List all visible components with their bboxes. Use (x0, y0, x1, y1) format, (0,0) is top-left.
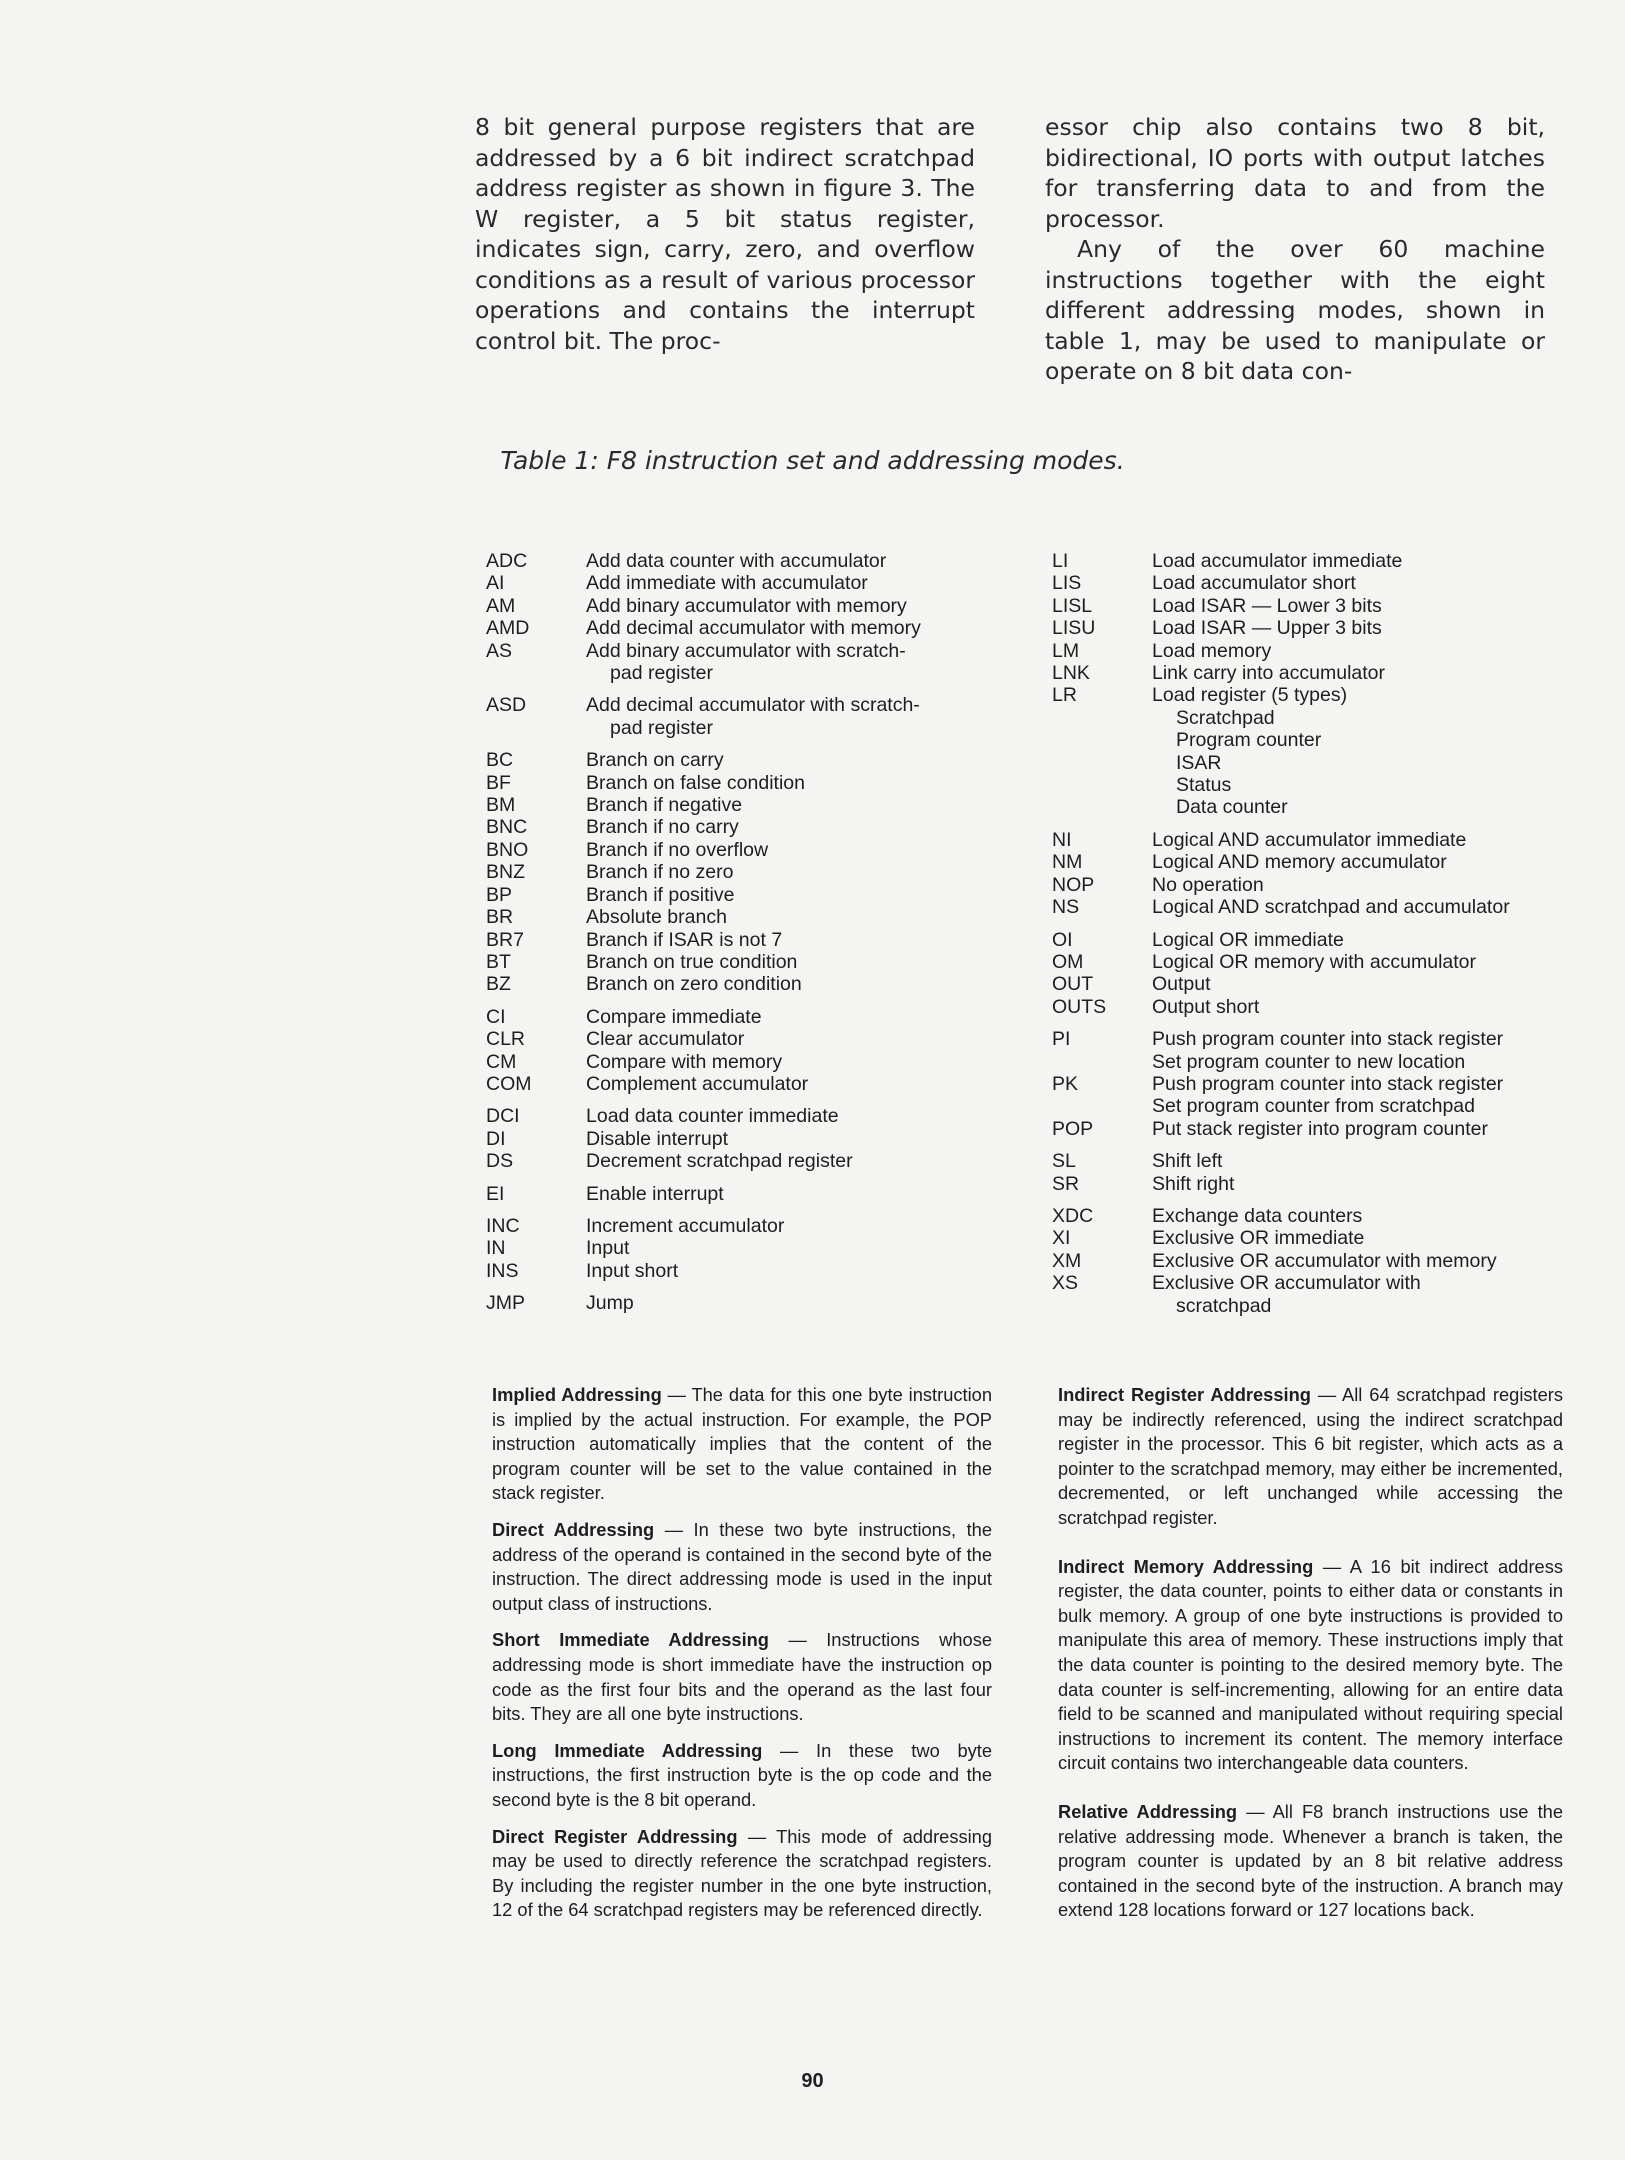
instruction-description: Logical AND accumulator immediate (1152, 828, 1467, 851)
instruction-row (1052, 929, 1592, 951)
instruction-description: Load ISAR — Lower 3 bits (1152, 594, 1382, 617)
instruction-description: Logical OR memory with accumulator (1152, 950, 1477, 973)
instruction-description: Branch if no carry (586, 816, 739, 839)
instruction-mnemonic: BZ (486, 973, 511, 996)
instruction-mnemonic: ADC (486, 550, 528, 572)
instruction-row (486, 839, 1006, 861)
instruction-row (1052, 1073, 1592, 1095)
instruction-row (486, 572, 1006, 594)
instruction-row (1052, 729, 1592, 751)
instruction-description: Program counter (1176, 729, 1322, 752)
instruction-description: No operation (1152, 873, 1264, 896)
instruction-description: ISAR (1176, 751, 1222, 774)
instruction-mnemonic: SL (1052, 1150, 1076, 1173)
instruction-mnemonic: POP (1052, 1117, 1094, 1140)
instruction-row (486, 906, 1006, 928)
addressing-mode-paragraph (492, 1383, 992, 1506)
instruction-mnemonic: BP (486, 883, 513, 906)
instruction-mnemonic: INC (486, 1214, 520, 1237)
addressing-mode-text: — In these two byte instructions, the first instruction byte is the op code and the second byte is the 8 bit operand. (492, 1739, 992, 1810)
instruction-row (1052, 1227, 1592, 1249)
addressing-modes-left (492, 1383, 992, 1935)
instruction-mnemonic: LIS (1052, 572, 1082, 595)
addressing-mode-text: — This mode of addressing may be used to directly reference the scratchpad registers. By including the register number in the one byte instruction, 12 of the 64 scratchpad registers may be referenced directly. (492, 1825, 992, 1921)
instruction-row (1052, 572, 1592, 594)
instruction-description: Enable interrupt (586, 1182, 724, 1205)
instruction-row (486, 1183, 1006, 1205)
instruction-description: Load ISAR — Upper 3 bits (1152, 617, 1382, 640)
instruction-description: Add decimal accumulator with scratch- (586, 694, 920, 717)
addressing-mode-heading: Short Immediate Addressing (492, 1629, 769, 1651)
instruction-description: Exclusive OR accumulator with memory (1152, 1249, 1497, 1272)
instruction-row (1052, 1051, 1592, 1073)
instruction-row (486, 772, 1006, 794)
instruction-description: Add immediate with accumulator (586, 572, 868, 595)
instruction-row (486, 929, 1006, 951)
instruction-row (486, 662, 1006, 684)
instruction-row (486, 717, 1006, 739)
instruction-description: Logical AND scratchpad and accumulator (1152, 896, 1510, 919)
instruction-row (1052, 1173, 1592, 1195)
intro-left-column (475, 112, 975, 356)
addressing-mode-heading: Long Immediate Addressing (492, 1739, 763, 1761)
addressing-mode-heading: Indirect Memory Addressing (1058, 1555, 1314, 1577)
instruction-description: Load accumulator immediate (1152, 550, 1403, 572)
instruction-mnemonic (1052, 707, 1152, 729)
instruction-mnemonic (1052, 1295, 1152, 1317)
instruction-mnemonic: AMD (486, 617, 530, 640)
addressing-mode-heading: Relative Addressing (1058, 1800, 1238, 1822)
instruction-row (1052, 1250, 1592, 1272)
instruction-description: Input (586, 1237, 630, 1260)
instruction-description: Push program counter into stack register (1152, 1072, 1504, 1095)
instruction-row (1052, 996, 1592, 1018)
instruction-mnemonic: NI (1052, 828, 1072, 851)
instruction-mnemonic (1052, 752, 1152, 774)
instruction-description: pad register (610, 716, 713, 739)
instruction-mnemonic: OI (1052, 928, 1073, 951)
instruction-row (1052, 774, 1592, 796)
addressing-mode-heading: Indirect Register Addressing (1058, 1384, 1311, 1405)
instruction-description: Exclusive OR accumulator with (1152, 1272, 1421, 1295)
instruction-description: Disable interrupt (586, 1127, 728, 1150)
instruction-description: Absolute branch (586, 906, 727, 929)
instruction-mnemonic: PI (1052, 1028, 1071, 1051)
addressing-mode-paragraph (492, 1518, 992, 1616)
instruction-row (486, 640, 1006, 662)
instruction-row (486, 1215, 1006, 1237)
page-number: 90 (801, 2070, 824, 2092)
instruction-description: Add data counter with accumulator (586, 550, 887, 572)
instruction-row (486, 1292, 1006, 1314)
instruction-description: Exclusive OR immediate (1152, 1227, 1365, 1250)
instruction-mnemonic: OM (1052, 950, 1084, 973)
instruction-description: Branch on false condition (586, 771, 805, 794)
instruction-row (1052, 1295, 1592, 1317)
instruction-description: Logical AND memory accumulator (1152, 851, 1447, 874)
instruction-mnemonic: AI (486, 572, 505, 595)
instruction-row (486, 694, 1006, 716)
instruction-row (1052, 550, 1592, 572)
instruction-row (1052, 595, 1592, 617)
instruction-description: Add binary accumulator with memory (586, 594, 907, 617)
addressing-mode-text: — Instructions whose addressing mode is short immediate have the instruction op code as the first four bits and the operand as the last four bits. They are all one byte instructions. (492, 1629, 992, 1725)
instruction-mnemonic: LM (1052, 639, 1080, 662)
instruction-row (486, 1237, 1006, 1259)
instruction-description: Clear accumulator (586, 1028, 745, 1051)
instruction-description: Branch if ISAR is not 7 (586, 928, 783, 951)
instruction-description: Shift right (1152, 1172, 1235, 1195)
instruction-mnemonic: AS (486, 639, 513, 662)
instruction-row (486, 1260, 1006, 1282)
instruction-description: scratchpad (1176, 1294, 1272, 1317)
instruction-row (486, 973, 1006, 995)
addressing-mode-heading: Direct Register Addressing (492, 1825, 738, 1847)
instruction-row (486, 1073, 1006, 1095)
instruction-row (486, 951, 1006, 973)
instruction-mnemonic: SR (1052, 1172, 1080, 1195)
instruction-row (1052, 1205, 1592, 1227)
instruction-mnemonic: BR7 (486, 928, 524, 951)
instruction-mnemonic: DI (486, 1127, 506, 1150)
table-caption: Table 1: F8 instruction set and addressing modes. (500, 446, 1125, 475)
addressing-mode-paragraph (1058, 1555, 1563, 1776)
instruction-row (486, 550, 1006, 572)
addressing-mode-heading: Implied Addressing (492, 1384, 662, 1405)
instruction-mnemonic: BNC (486, 816, 528, 839)
instruction-mnemonic (486, 717, 586, 739)
instruction-mnemonic: XM (1052, 1249, 1082, 1272)
instruction-mnemonic: XDC (1052, 1204, 1094, 1227)
instruction-mnemonic: XI (1052, 1227, 1071, 1250)
instruction-description: Jump (586, 1292, 634, 1315)
instruction-mnemonic: BNZ (486, 861, 525, 884)
instruction-description: Load data counter immediate (586, 1105, 839, 1128)
instruction-description: Branch if no overflow (586, 838, 769, 861)
instruction-description: Input short (586, 1259, 679, 1282)
instruction-description: Logical OR immediate (1152, 928, 1344, 951)
instruction-description: Data counter (1176, 796, 1288, 819)
instruction-row (486, 595, 1006, 617)
instruction-description: Exchange data counters (1152, 1204, 1363, 1227)
instruction-mnemonic: DS (486, 1150, 514, 1173)
instruction-mnemonic: BM (486, 794, 516, 817)
instruction-row (1052, 1150, 1592, 1172)
instruction-mnemonic: PK (1052, 1072, 1079, 1095)
instruction-description: Link carry into accumulator (1152, 662, 1386, 685)
instruction-mnemonic: IN (486, 1237, 506, 1260)
instruction-mnemonic (1052, 1095, 1152, 1117)
instruction-row (1052, 707, 1592, 729)
instruction-mnemonic: EI (486, 1182, 505, 1205)
instruction-mnemonic: AM (486, 594, 516, 617)
instruction-row (486, 1128, 1006, 1150)
addressing-mode-paragraph (492, 1628, 992, 1726)
instruction-description: Compare immediate (586, 1005, 762, 1028)
instruction-row (486, 1150, 1006, 1172)
instruction-description: Output (1152, 973, 1211, 996)
instruction-mnemonic: INS (486, 1259, 519, 1282)
intro-paragraph: 8 bit general purpose registers that are addressed by a 6 bit indirect scratchpad address register as shown in figure 3. The W register, a 5 bit status register, indicates sign, carry, zero, and overflow conditions as a result of various processor operations and contains the interrupt control bit. The proc- (475, 113, 975, 355)
instruction-row (486, 884, 1006, 906)
instruction-mnemonic: BF (486, 771, 511, 794)
instruction-row (1052, 617, 1592, 639)
addressing-mode-text: — All F8 branch instructions use the relative addressing mode. Whenever a branch is taken, the program counter is updated by an 8 bit relative address contained in the second byte of the instruction. A branch may extend 128 locations forward or 127 locations back. (1058, 1800, 1563, 1921)
instruction-description: Shift left (1152, 1150, 1223, 1173)
instruction-mnemonic: NS (1052, 896, 1080, 919)
instruction-row (486, 1006, 1006, 1028)
instruction-mnemonic: BNO (486, 838, 529, 861)
addressing-mode-paragraph (492, 1825, 992, 1923)
instruction-mnemonic: LISL (1052, 594, 1093, 617)
instruction-description: Load register (5 types) (1152, 684, 1348, 707)
instruction-description: Decrement scratchpad register (586, 1150, 853, 1173)
instruction-description: Output short (1152, 995, 1260, 1018)
instruction-mnemonic: COM (486, 1072, 532, 1095)
instruction-description: Branch if negative (586, 794, 743, 817)
instruction-mnemonic: LNK (1052, 662, 1090, 685)
instruction-row (1052, 851, 1592, 873)
instruction-mnemonic: NM (1052, 851, 1083, 874)
instruction-description: Compare with memory (586, 1050, 783, 1073)
instruction-mnemonic (1052, 1051, 1152, 1073)
instruction-mnemonic: DCI (486, 1105, 520, 1128)
instruction-mnemonic: ASD (486, 694, 527, 717)
instruction-row (1052, 662, 1592, 684)
addressing-mode-text: — All 64 scratchpad registers may be indirectly referenced, using the indirect scratchpad register in the processor. This 6 bit register, which acts as a pointer to the scratchpad memory, may either be incremented, decremented, or left unchanged while accessing the scratchpad register. (1058, 1384, 1563, 1528)
instruction-mnemonic (1052, 729, 1152, 751)
instruction-row (486, 794, 1006, 816)
addressing-mode-paragraph (1058, 1800, 1563, 1923)
instruction-mnemonic: BR (486, 906, 514, 929)
instruction-mnemonic: OUTS (1052, 995, 1107, 1018)
instruction-row (486, 749, 1006, 771)
addressing-mode-text: — The data for this one byte instruction is implied by the actual instruction. For example, the POP instruction automatically implies that the content of the program counter will be set to the value contained in the stack register. (492, 1384, 992, 1504)
instruction-mnemonic: CM (486, 1050, 517, 1073)
instruction-table-left (486, 550, 1006, 1315)
instruction-description: Scratchpad (1176, 706, 1275, 729)
instruction-row (1052, 951, 1592, 973)
instruction-mnemonic (486, 662, 586, 684)
instruction-description: Increment accumulator (586, 1214, 785, 1237)
instruction-row (1052, 684, 1592, 706)
instruction-row (486, 861, 1006, 883)
instruction-mnemonic: LR (1052, 684, 1077, 707)
instruction-row (1052, 752, 1592, 774)
addressing-mode-heading: Direct Addressing (492, 1518, 655, 1540)
addressing-modes-right (1058, 1383, 1563, 1935)
instruction-description: Branch if no zero (586, 861, 734, 884)
instruction-row (1052, 1118, 1592, 1140)
instruction-description: Set program counter to new location (1152, 1050, 1466, 1073)
instruction-row (486, 1105, 1006, 1127)
instruction-row (1052, 973, 1592, 995)
instruction-row (486, 617, 1006, 639)
instruction-mnemonic: CI (486, 1005, 506, 1028)
instruction-mnemonic: JMP (486, 1292, 525, 1315)
instruction-description: Branch on carry (586, 749, 724, 772)
instruction-description: Complement accumulator (586, 1072, 809, 1095)
addressing-mode-paragraph (1058, 1383, 1563, 1531)
instruction-table-right (1052, 550, 1592, 1317)
instruction-mnemonic: BC (486, 749, 514, 772)
instruction-description: Add decimal accumulator with memory (586, 617, 921, 640)
instruction-mnemonic: LI (1052, 550, 1069, 572)
instruction-mnemonic: XS (1052, 1272, 1079, 1295)
instruction-row (1052, 1028, 1592, 1050)
instruction-mnemonic: OUT (1052, 973, 1094, 996)
instruction-row (1052, 1095, 1592, 1117)
instruction-mnemonic: CLR (486, 1028, 526, 1051)
intro-right-column (1045, 112, 1545, 387)
instruction-description: Load memory (1152, 639, 1272, 662)
instruction-description: Push program counter into stack register (1152, 1028, 1504, 1051)
instruction-description: Set program counter from scratchpad (1152, 1095, 1475, 1118)
instruction-description: pad register (610, 662, 713, 685)
instruction-description: Branch on zero condition (586, 973, 802, 996)
instruction-mnemonic: NOP (1052, 873, 1095, 896)
instruction-description: Status (1176, 774, 1232, 797)
instruction-row (486, 1028, 1006, 1050)
addressing-mode-text: — A 16 bit indirect address register, the data counter, points to either data or constants in bulk memory. A group of one byte instructions is provided to manipulate this area of memory. These instructions imply that the data counter is pointing to the desired memory byte. The data counter is self-incrementing, allowing for an entire data field to be scanned and manipulated without requiring special instructions to increment its content. The memory interface circuit contains two interchangeable data counters. (1058, 1555, 1564, 1774)
instruction-description: Branch if positive (586, 883, 735, 906)
instruction-row (1052, 829, 1592, 851)
intro-paragraph: essor chip also contains two 8 bit, bidirectional, IO ports with output latches for transferring data to and from the processor. (1045, 113, 1545, 233)
instruction-mnemonic (1052, 796, 1152, 818)
instruction-mnemonic (1052, 774, 1152, 796)
instruction-row (1052, 640, 1592, 662)
instruction-row (1052, 874, 1592, 896)
instruction-description: Add binary accumulator with scratch- (586, 639, 906, 662)
instruction-description: Branch on true condition (586, 950, 798, 973)
instruction-row (486, 816, 1006, 838)
instruction-row (1052, 1272, 1592, 1294)
instruction-mnemonic: BT (486, 950, 511, 973)
addressing-mode-paragraph (492, 1739, 992, 1813)
instruction-row (1052, 896, 1592, 918)
instruction-description: Put stack register into program counter (1152, 1117, 1488, 1140)
addressing-mode-text: — In these two byte instructions, the address of the operand is contained in the second byte of the instruction. The direct addressing mode is used in the input output class of instructions. (492, 1518, 992, 1614)
instruction-row (486, 1051, 1006, 1073)
instruction-description: Load accumulator short (1152, 572, 1356, 595)
instruction-mnemonic: LISU (1052, 617, 1096, 640)
intro-paragraph: Any of the over 60 machine instructions together with the eight different addressing modes, shown in table 1, may be used to manipulate or operate on 8 bit data con- (1045, 235, 1545, 385)
instruction-row (1052, 796, 1592, 818)
